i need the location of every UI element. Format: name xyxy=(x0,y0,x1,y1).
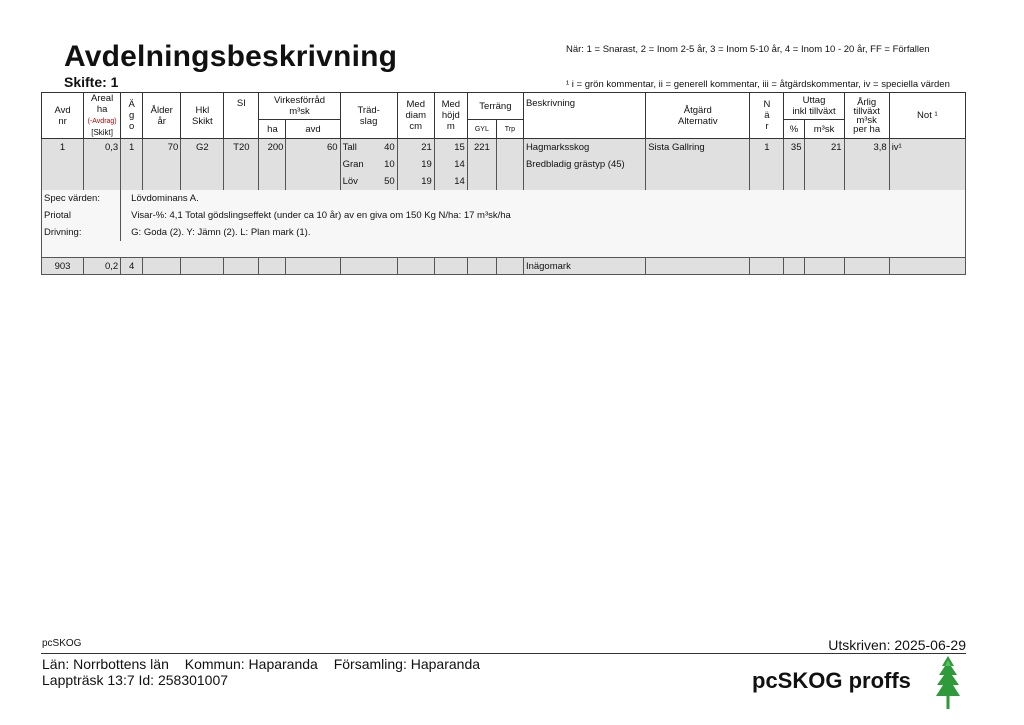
footer-divider xyxy=(41,653,966,654)
beskrivning-value: Hagmarksskog xyxy=(523,139,645,156)
uttag-m3-value: 21 xyxy=(804,139,844,156)
avd-nr: 903 xyxy=(42,258,84,275)
alder-value: 70 xyxy=(143,139,181,156)
header-uttag-pct: % xyxy=(784,120,804,139)
ago-value: 1 xyxy=(121,139,143,156)
info-text: Visar-%: 4,1 Total gödslingseffekt (under ca 10 år) av en giva om 150 Kg N/ha: 17 m³sk/ha xyxy=(121,207,966,224)
beskrivning-value: Bredbladig grästyp (45) xyxy=(523,156,645,173)
hojd-value: 15 xyxy=(434,139,467,156)
header-virke-ha: ha xyxy=(259,120,286,139)
info-label: Spec värden: xyxy=(42,190,121,207)
si-value: T20 xyxy=(224,139,259,156)
diam-value: 19 xyxy=(397,173,434,190)
info-text: Lövdominans A. xyxy=(121,190,966,207)
brand-name: pcSKOG proffs xyxy=(752,668,911,693)
info-row xyxy=(42,224,966,241)
hojd-value: 14 xyxy=(434,173,467,190)
gyl-value: 221 xyxy=(467,139,496,156)
header-gyl: GYL xyxy=(467,120,496,139)
avd-nr: 1 xyxy=(42,139,84,156)
header-beskrivning: Beskrivning xyxy=(523,93,645,139)
beskrivning-value: Inägomark xyxy=(523,258,645,275)
atgard-value: Sista Gallring xyxy=(646,139,750,156)
tillvaxt-value: 3,8 xyxy=(844,139,889,156)
header-uttag-m3: m³sk xyxy=(804,120,844,139)
not-legend: ¹ i = grön kommentar, ii = generell kommentar, iii = åtgärdskommentar, iv = speciella värden xyxy=(566,79,950,90)
lan-label: Län: Norrbottens län xyxy=(42,656,169,672)
header-ago: Ä g o xyxy=(121,93,143,139)
species-cell: Tall 40 xyxy=(340,139,397,156)
info-row xyxy=(42,190,966,207)
stand-table xyxy=(41,92,966,275)
header-tillvaxt: Årlig tillväxt m³sk per ha xyxy=(844,93,889,139)
page-title: Avdelningsbeskrivning xyxy=(64,40,398,73)
header-med-diam: Med diam cm xyxy=(397,93,434,139)
header-alder: Ålder år xyxy=(143,93,181,139)
header-areal: Areal ha (-Avdrag) [Skikt] xyxy=(84,93,121,139)
skifte-label: Skifte: 1 xyxy=(64,74,119,90)
spacer-row xyxy=(42,241,966,258)
virke-ha-value: 200 xyxy=(259,139,286,156)
table-row xyxy=(42,139,966,156)
areal-value: 0,2 xyxy=(84,258,121,275)
header-hkl: Hkl Skikt xyxy=(181,93,224,139)
species-cell: Gran 10 xyxy=(340,156,397,173)
header-virke-avd: avd xyxy=(286,120,340,139)
header-avd: Avd nr xyxy=(42,93,84,139)
virke-avd-value: 60 xyxy=(286,139,340,156)
not-value: iv¹ xyxy=(889,139,965,156)
location-line xyxy=(42,656,492,672)
header-trp: Trp xyxy=(496,120,523,139)
diam-value: 19 xyxy=(397,156,434,173)
property-id: Lappträsk 13:7 Id: 258301007 xyxy=(42,672,229,688)
info-label: Drivning: xyxy=(42,224,121,241)
trp-value xyxy=(496,139,523,156)
header-terrang: Terräng xyxy=(467,93,523,120)
print-date: Utskriven: 2025-06-29 xyxy=(828,637,966,653)
header-atgard: Åtgärd Alternativ xyxy=(646,93,750,139)
info-text: G: Goda (2). Y: Jämn (2). L: Plan mark (1). xyxy=(121,224,966,241)
info-label: Priotal xyxy=(42,207,121,224)
header-si: SI xyxy=(224,93,259,139)
kommun-label: Kommun: Haparanda xyxy=(184,656,318,672)
header-not: Not ¹ xyxy=(889,93,965,139)
nar-legend: När: 1 = Snarast, 2 = Inom 2-5 år, 3 = Inom 5-10 år, 4 = Inom 10 - 20 år, FF = Förfallen xyxy=(566,44,930,55)
table-row xyxy=(42,173,966,190)
areal-value: 0,3 xyxy=(84,139,121,156)
header-uttag: Uttag inkl tillväxt xyxy=(784,93,844,120)
nar-value: 1 xyxy=(750,139,784,156)
table-row xyxy=(42,258,966,275)
uttag-pct-value: 35 xyxy=(784,139,804,156)
ago-value: 4 xyxy=(121,258,143,275)
header-tradslag: Träd- slag xyxy=(340,93,397,139)
hojd-value: 14 xyxy=(434,156,467,173)
hkl-value: G2 xyxy=(181,139,224,156)
forsamling-label: Församling: Haparanda xyxy=(333,656,481,672)
footer-app-name: pcSKOG xyxy=(42,638,82,649)
table-row xyxy=(42,156,966,173)
header-virkesforrad: Virkesförråd m³sk xyxy=(259,93,340,120)
info-row xyxy=(42,207,966,224)
header-nar: N ä r xyxy=(750,93,784,139)
diam-value: 21 xyxy=(397,139,434,156)
species-cell: Löv 50 xyxy=(340,173,397,190)
header-med-hojd: Med höjd m xyxy=(434,93,467,139)
spruce-tree-icon xyxy=(935,656,961,715)
